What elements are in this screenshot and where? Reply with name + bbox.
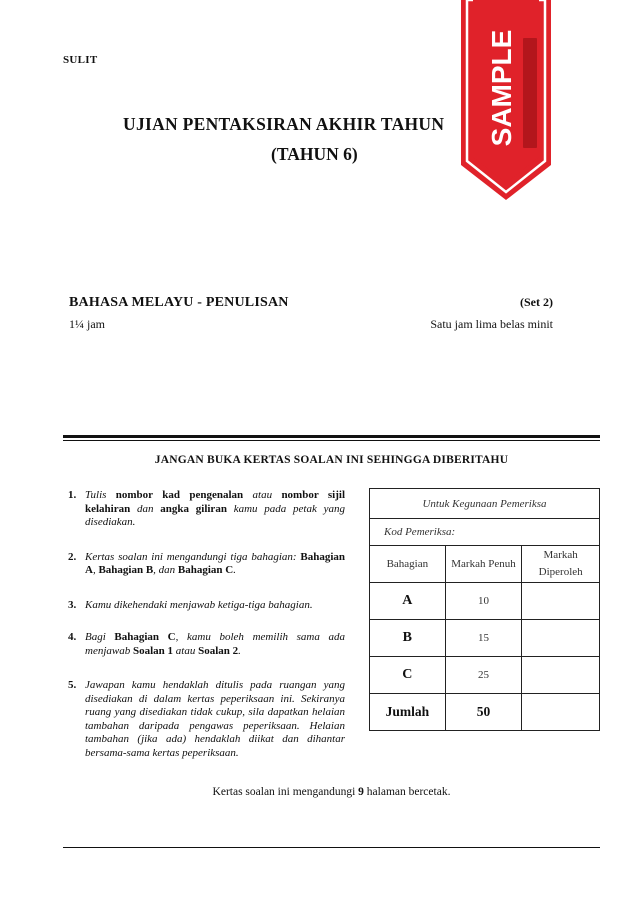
instruction-number: 1. <box>68 489 77 501</box>
page-count: 9 <box>358 786 364 798</box>
instruction-emphasis: Soalan 2 <box>198 644 239 657</box>
instruction-item <box>68 551 345 578</box>
page-count-suffix: halaman bercetak. <box>363 786 451 798</box>
row-obtained-marks <box>522 583 600 620</box>
instruction-run: . <box>238 644 241 657</box>
page-count-note <box>63 786 600 798</box>
instruction-run: , kamu boleh memilih sama ada menjawab <box>85 631 345 657</box>
instruction-item <box>68 489 345 530</box>
instruction-emphasis: Bahagian C <box>177 564 234 576</box>
paper-duration-words: Satu jam lima belas minit <box>430 317 553 331</box>
instruction-text <box>85 489 345 530</box>
instruction-emphasis: angka giliran <box>160 502 227 515</box>
instruction-emphasis: Bahagian B <box>98 564 154 576</box>
examiner-table-caption: Untuk Kegunaan Pemeriksa <box>370 489 600 519</box>
divider-thick <box>63 435 600 438</box>
table-row <box>370 620 600 657</box>
instruction-run: dan <box>130 502 161 515</box>
instruction-emphasis: nombor kad pengenalan <box>115 489 244 501</box>
table-row <box>370 583 600 620</box>
subject-name: BAHASA MELAYU - PENULISAN <box>69 295 289 310</box>
paper-set: (Set 2) <box>520 295 553 309</box>
paper-duration: 1¼ jam <box>69 317 105 331</box>
instruction-number: 2. <box>68 550 77 563</box>
row-full-marks: 15 <box>445 620 522 657</box>
instruction-run: . <box>233 564 236 576</box>
instruction-number: 5. <box>68 679 77 691</box>
instruction-item <box>68 599 345 613</box>
divider-thin <box>63 440 600 441</box>
instruction-run: , dan <box>153 564 178 576</box>
do-not-open-warning: JANGAN BUKA KERTAS SOALAN INI SEHINGGA DIBERITAHU <box>154 454 509 466</box>
examiner-table <box>369 488 600 731</box>
table-row <box>370 657 600 694</box>
row-obtained-marks <box>522 657 600 694</box>
instruction-run: atau <box>243 489 282 501</box>
instruction-emphasis: Soalan 1 <box>132 644 174 657</box>
classification-label: SULIT <box>63 54 98 66</box>
instruction-run: atau <box>173 644 199 657</box>
exam-title: UJIAN PENTAKSIRAN AKHIR TAHUN <box>123 114 445 134</box>
header-section: Bahagian <box>370 546 446 583</box>
instruction-text <box>85 599 345 613</box>
instruction-run: Jawapan kamu hendaklah ditulis pada ruangan yang disediakan di dalam kertas peperiksaan ini. Sekiranya ruang yang disediakan tidak cukup, sila dapatkan helaian tambahan daripada pengawas peperiksaan. Helaian tambahan (jika ada) hendaklah diikat dan dihantar bersama-sama kertas peperiksaan. <box>85 679 345 759</box>
examiner-code-field: Kod Pemeriksa: <box>370 519 600 546</box>
total-obtained-marks <box>522 694 600 731</box>
instruction-emphasis: Bahagian A <box>85 550 345 576</box>
row-section: A <box>370 583 446 620</box>
row-section: C <box>370 657 446 694</box>
instruction-text <box>85 551 345 578</box>
header-obtained-marks: Markah Diperoleh <box>522 546 600 583</box>
total-label: Jumlah <box>370 694 446 731</box>
instruction-run: Kamu dikehendaki menjawab ketiga-tiga bahagian. <box>85 598 313 611</box>
instruction-text <box>85 631 345 658</box>
instruction-run: Bagi <box>85 631 115 643</box>
row-full-marks: 10 <box>445 583 522 620</box>
total-full-marks: 50 <box>445 694 522 731</box>
instruction-item <box>68 631 345 658</box>
instruction-emphasis: Bahagian C <box>114 631 176 643</box>
instruction-emphasis: nombor sijil kelahiran <box>85 489 346 515</box>
divider-bottom <box>63 847 600 848</box>
header-full-marks: Markah Penuh <box>445 546 522 583</box>
instruction-run: Kertas soalan ini mengandungi tiga bahagian: <box>85 550 301 563</box>
sample-watermark-ribbon <box>461 0 551 200</box>
row-obtained-marks <box>522 620 600 657</box>
instruction-run: Tulis <box>85 489 116 501</box>
row-section: B <box>370 620 446 657</box>
instruction-run: , <box>92 564 99 576</box>
instructions-list <box>68 489 345 760</box>
page-count-prefix: Kertas soalan ini mengandungi <box>212 786 359 798</box>
row-full-marks: 25 <box>445 657 522 694</box>
table-total-row <box>370 694 600 731</box>
instruction-number: 4. <box>68 631 77 643</box>
instruction-run: kamu pada petak yang disediakan. <box>85 502 346 528</box>
exam-level: (TAHUN 6) <box>271 144 358 164</box>
instruction-item <box>68 679 345 760</box>
instruction-text <box>85 679 345 760</box>
instruction-number: 3. <box>68 598 77 611</box>
sample-watermark-text: SAMPLE <box>486 29 517 147</box>
